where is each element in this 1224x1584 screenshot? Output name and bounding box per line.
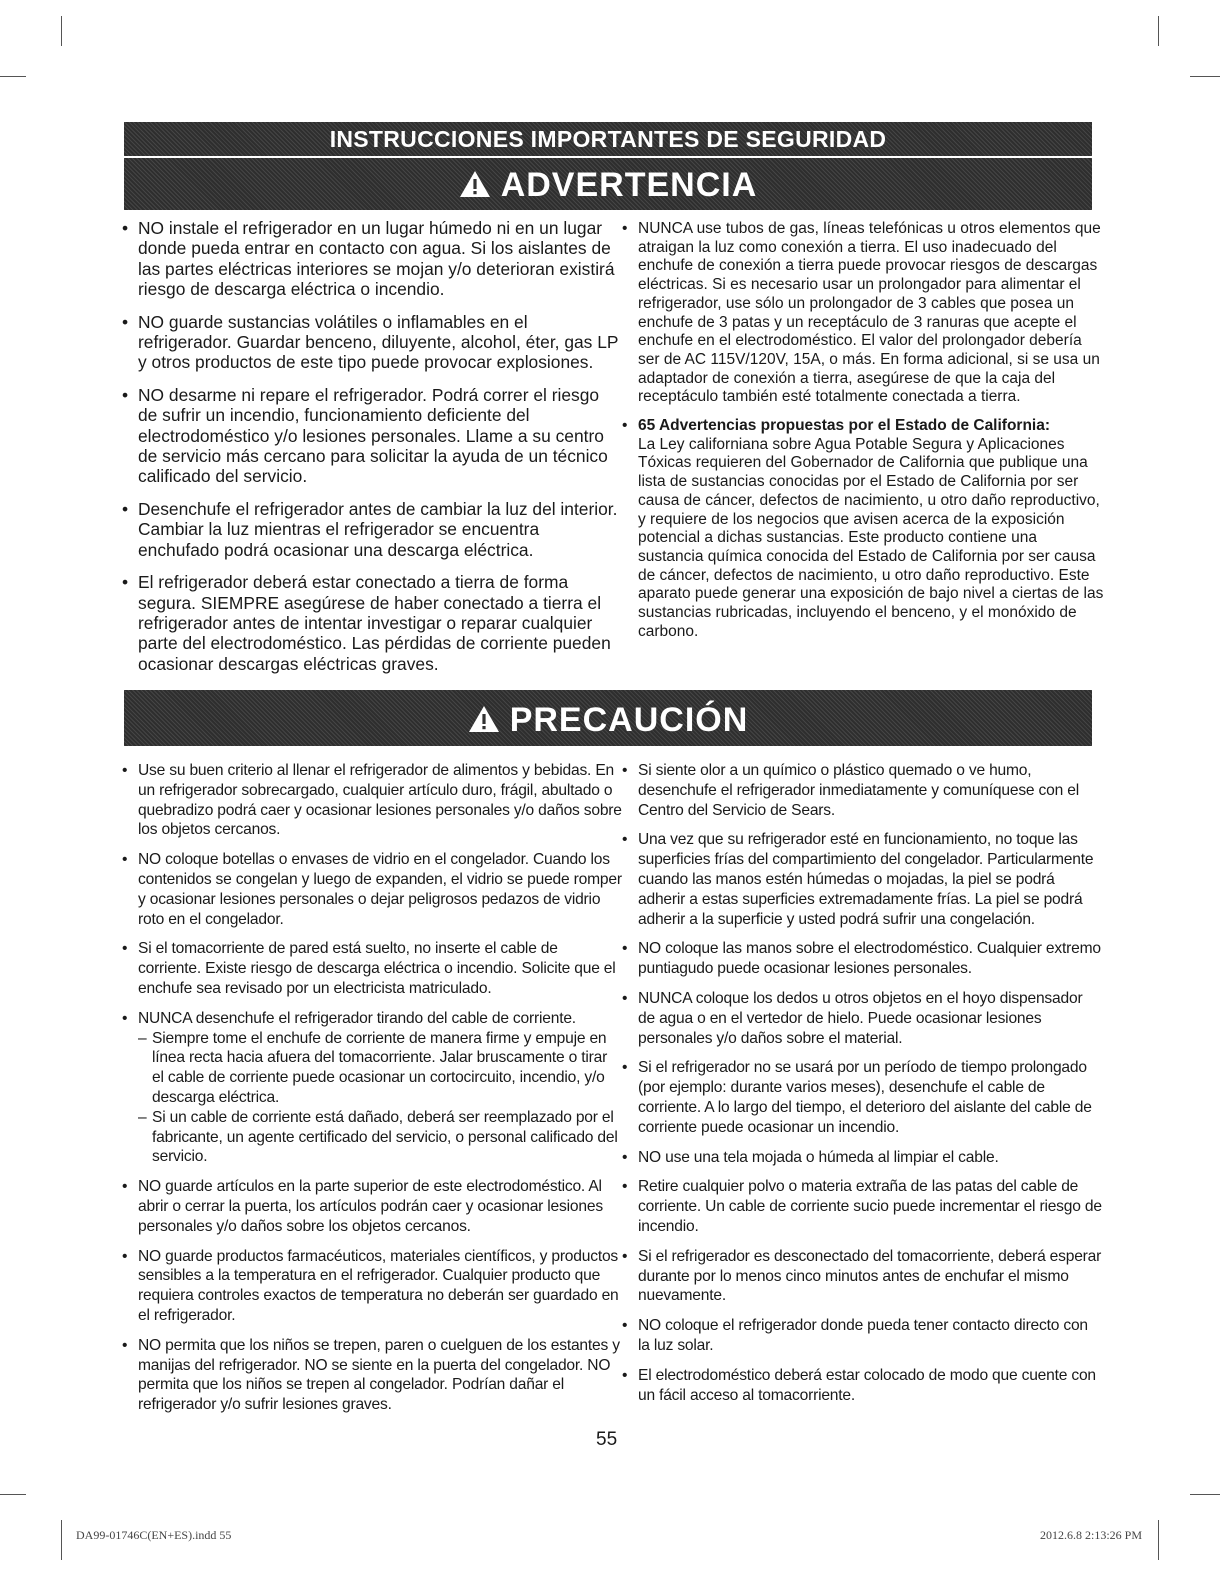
crop-mark-bottom-right-horizontal [1190, 1494, 1220, 1495]
unplug-sub-list [138, 1029, 622, 1168]
warning-triangle-icon [468, 705, 500, 733]
list-item: • NO coloque las manos sobre el electrodoméstico. Cualquier extremo puntiagudo puede ocasionar lesiones personales. [622, 939, 1102, 979]
unplug-item [122, 1009, 622, 1167]
safety-instructions-title: INSTRUCCIONES IMPORTANTES DE SEGURIDAD [329, 126, 887, 152]
list-item: • Use su buen criterio al llenar el refrigerador de alimentos y bebidas. En un refrigerador sobrecargado, cualquier artículo duro, frágil, abultado o quebradizo podrá caer y ocasionar lesiones personales y/o daños sobre los objetos cercanos. [122, 761, 622, 840]
list-item: • NO guarde artículos en la parte superior de este electrodoméstico. Al abrir o cerrar la puerta, los artículos podrán caer y ocasionar lesiones personales y/o daños sobre los objetos cercanos. [122, 1177, 622, 1236]
prop65-body: La Ley californiana sobre Agua Potable Segura y Aplicaciones Tóxicas requieren del Gobernador de California que publique una lista de sustancias conocidas por el Estado de California por ser causa de cáncer, defectos de nacimiento, u otro daño reproductivo, y requiere de los negocios que avisen acerca de la exposición potencial a dichas sustancias. Este producto contiene una sustancia química conocida del Estado de California por ser causa de cáncer, defectos de nacimiento, u otro daño reproductivo. Este aparato puede generar una exposición de bajo nivel a ciertas de las sustancias rubricadas, incluyendo el benceno, y el monóxido de carbono. [638, 435, 1104, 640]
list-item: • Retire cualquier polvo o materia extraña de las patas del cable de corriente. Un cable de corriente sucio puede incrementar el riesgo de incendio. [622, 1177, 1102, 1236]
crop-mark-bottom-left-horizontal [0, 1494, 26, 1495]
page-number: 55 [596, 1429, 618, 1450]
crop-mark-top-right-horizontal [1190, 76, 1220, 77]
list-item: • NUNCA coloque los dedos u otros objetos en el hoyo dispensador de agua o en el vertedor de hielo. Puede ocasionar lesiones personales y/o daños sobre el material. [622, 989, 1102, 1048]
warning-triangle-icon [459, 170, 491, 198]
warning-banner [124, 158, 1092, 210]
safety-instructions-banner [124, 122, 1092, 156]
list-item: • NO guarde sustancias volátiles o inflamables en el refrigerador. Guardar benceno, diluyente, alcohol, éter, gas LP y otros productos de este tipo puede provocar explosiones. [122, 312, 620, 373]
warning-list-right [622, 220, 1106, 651]
caution-banner [124, 690, 1092, 746]
caution-list-right [622, 761, 1102, 1415]
crop-mark-top-right-vertical [1158, 16, 1159, 46]
caution-title: PRECAUCIÓN [509, 701, 749, 739]
list-item: • NO desarme ni repare el refrigerador. Podrá correr el riesgo de sufrir un incendio, funcionamiento deficiente del electrodoméstico y/o lesiones personales. Llame a su centro de servicio más cercano para solicitar la ayuda de un técnico calificado del servicio. [122, 385, 620, 487]
list-item: • NO coloque botellas o envases de vidrio en el congelador. Cuando los contenidos se congelan y luego de expanden, el vidrio se puede romper y ocasionar lesiones personales o dejar peligrosos pedazos de vidrio roto en el congelador. [122, 850, 622, 929]
footer-timestamp: 2012.6.8 2:13:26 PM [1040, 1528, 1143, 1542]
list-item: • Si el refrigerador es desconectado del tomacorriente, deberá esperar durante por lo menos cinco minutos antes de enchufar el mismo nuevamente. [622, 1247, 1102, 1306]
prop65-item [622, 417, 1106, 641]
footer-file-name: DA99-01746C(EN+ES).indd 55 [76, 1528, 232, 1542]
unplug-text: • NUNCA desenchufe el refrigerador tirando del cable de corriente. [138, 1009, 576, 1027]
list-item: • NO instale el refrigerador en un lugar húmedo ni en un lugar donde pueda entrar en contacto con agua. Si los aislantes de las partes eléctricas interiores se mojan y/o deterioran existirá riesgo de descarga eléctrica o incendio. [122, 218, 620, 300]
crop-mark-top-left-vertical [61, 16, 62, 46]
list-item: • Desenchufe el refrigerador antes de cambiar la luz del interior. Cambiar la luz mientras el refrigerador se encuentra enchufado podrá ocasionar una descarga eléctrica. [122, 499, 620, 560]
list-item: • NO use una tela mojada o húmeda al limpiar el cable. [622, 1148, 1102, 1168]
crop-mark-bottom-left-vertical [61, 1520, 62, 1560]
list-item: • Si siente olor a un químico o plástico quemado o ve humo, desenchufe el refrigerador inmediatamente y comuníquese con el Centro del Servicio de Sears. [622, 761, 1102, 820]
list-item: • NO permita que los niños se trepen, paren o cuelguen de los estantes y manijas del refrigerador. NO se siente en la puerta del congelador. NO permita que los niños se trepen al congelador. Podrían dañar el refrigerador y/o sufrir lesiones graves. [122, 1336, 622, 1415]
list-item: • Una vez que su refrigerador esté en funcionamiento, no toque las superficies frías del compartimiento del congelador. Particularmente cuando las manos estén húmedas o mojadas, la piel se podrá adherir a estas superficies extremadamente frías. La piel se podrá adherir a la superficie y usted podrá sufrir una congelación. [622, 830, 1102, 929]
crop-mark-bottom-right-vertical [1158, 1520, 1159, 1560]
list-item: • El electrodoméstico deberá estar colocado de modo que cuente con un fácil acceso al tomacorriente. [622, 1366, 1102, 1406]
list-item: • El refrigerador deberá estar conectado a tierra de forma segura. SIEMPRE asegúrese de haber conectado a tierra el refrigerador antes de intentar investigar o reparar cualquier parte del electrodoméstico. Las pérdidas de corriente pueden ocasionar descargas eléctricas graves. [122, 572, 620, 674]
caution-list-left [122, 761, 622, 1425]
list-item: • NO coloque el refrigerador donde pueda tener contacto directo con la luz solar. [622, 1316, 1102, 1356]
list-item: • NUNCA use tubos de gas, líneas telefónicas u otros elementos que atraigan la luz como conexión a tierra. El uso inadecuado del enchufe de conexión a tierra puede provocar riesgos de descargas eléctricas. Si es necesario usar un prolongador para alimentar el refrigerador, use sólo un prolongador de 3 cables que posea un enchufe de 3 patas y un receptáculo de 3 ranuras que acepte el enchufe en el electrodoméstico. El valor del prolongador debería ser de AC 115V/120V, 15A, o más. En forma adicional, si se usa un adaptador de conexión a tierra, asegúrese de que la caja del receptáculo también esté totalmente conectada a tierra. [622, 220, 1106, 407]
warning-list-left [122, 218, 620, 686]
list-item: • Si el refrigerador no se usará por un período de tiempo prolongado (por ejemplo: durante varios meses), desenchufe el cable de corriente. A lo largo del tiempo, el deterioro del aislante del cable de corriente puede ocasionar un incendio. [622, 1058, 1102, 1137]
prop65-heading: • 65 Advertencias propuestas por el Estado de California: [638, 417, 1051, 435]
warning-title: ADVERTENCIA [500, 166, 758, 204]
sub-item: – Si un cable de corriente está dañado, deberá ser reemplazado por el fabricante, un agente certificado del servicio, o personal calificado del servicio. [138, 1108, 622, 1167]
crop-mark-top-left-horizontal [0, 76, 26, 77]
list-item: • Si el tomacorriente de pared está suelto, no inserte el cable de corriente. Existe riesgo de descarga eléctrica o incendio. Solicite que el enchufe sea revisado por un electricista matriculado. [122, 939, 622, 998]
list-item: • NO guarde productos farmacéuticos, materiales científicos, y productos sensibles a la temperatura en el refrigerador. Cualquier producto que requiera controles exactos de temperatura no deberán ser guardado en el refrigerador. [122, 1247, 622, 1326]
sub-item: – Siempre tome el enchufe de corriente de manera firme y empuje en línea recta hacia afuera del tomacorriente. Jalar bruscamente o tirar el cable de corriente puede ocasionar un cortocircuito, incendio, y/o descarga eléctrica. [138, 1029, 622, 1108]
